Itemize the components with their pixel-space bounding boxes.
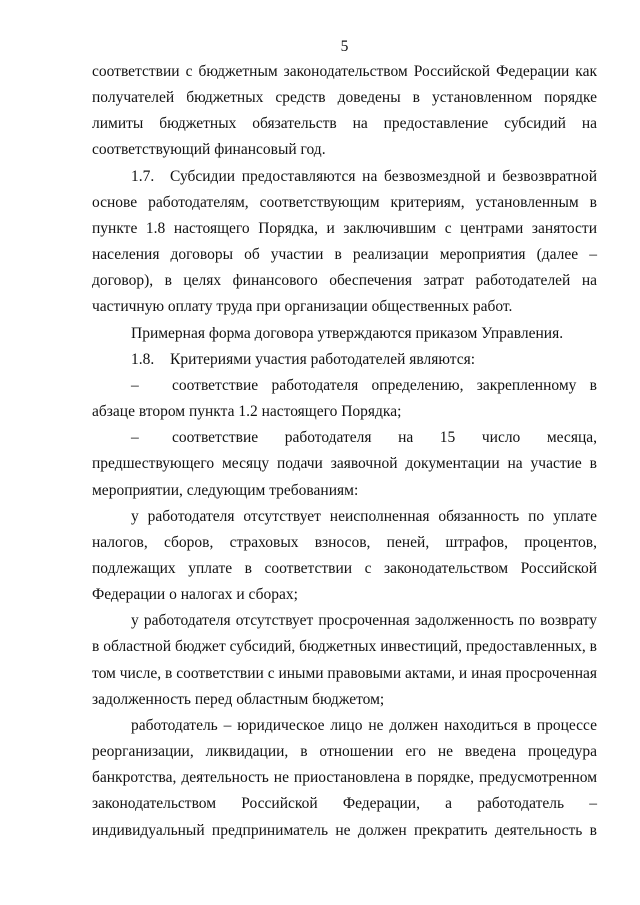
clause-text: Критериями участия работодателей являются: — [170, 350, 476, 368]
paragraph-tax-requirement: у работодателя отсутствует неисполненная обязанность по уплате налогов, сборов, страховых взносов, пеней, штрафов, процентов, подлежащих уплате в соответствии с законодательством Российской Федерации о налогах и сборах; — [92, 507, 597, 604]
clause-number: 1.7. — [131, 167, 155, 185]
paragraph-1-7 — [92, 164, 597, 321]
list-item-requirements — [92, 425, 597, 503]
list-dash: – — [131, 376, 139, 394]
list-item-definition — [92, 373, 597, 425]
document-page — [92, 0, 597, 905]
clause-text: Субсидии предоставляются на безвозмездной и безвозвратной основе работодателям, соответствующим критериям, установленным в пункте 1.8 настоящего Порядка, и заключившим с центрами занятости населения договоры об участии в реализации мероприятия (далее – договор), в целях финансового обеспечения затрат работодателей на частичную оплату труда при организации общественных работ. — [92, 167, 597, 316]
list-item-text: соответствие работодателя определению, закрепленному в абзаце втором пункта 1.2 настоящего Порядка; — [92, 376, 597, 421]
paragraph-continuation: соответствии с бюджетным законодательством Российской Федерации как получателей бюджетных средств доведены в установленном порядке лимиты бюджетных обязательств на предоставление субсидий на соответствующий финансовый год. — [92, 63, 597, 159]
paragraph-contract-form: Примерная форма договора утверждаются приказом Управления. — [131, 324, 564, 342]
list-item-text: соответствие работодателя на 15 число месяца, предшествующего месяцу подачи заявочной документации на участие в мероприятии, следующим требованиям: — [92, 429, 597, 499]
document-body — [92, 59, 597, 844]
clause-number: 1.8. — [131, 350, 155, 368]
list-dash: – — [131, 429, 139, 447]
paragraph-debt-requirement: у работодателя отсутствует просроченная задолженность по возврату в областной бюджет субсидий, бюджетных инвестиций, предоставленных, в том числе, в соответствии с иными правовыми актами, и иная просроченная задолженность перед областным бюджетом; — [92, 612, 598, 708]
page-number: 5 — [340, 38, 349, 55]
paragraph-1-8 — [92, 347, 597, 373]
paragraph-reorganization-requirement: работодатель – юридическое лицо не должен находиться в процессе реорганизации, ликвидации, в отношении его не введена процедура банкротства, деятельность не приостановлена в порядке, предусмотренном законодательством Российской Федерации, а работодатель – индивидуальный предприниматель не должен прекратить деятельность в — [92, 716, 597, 839]
